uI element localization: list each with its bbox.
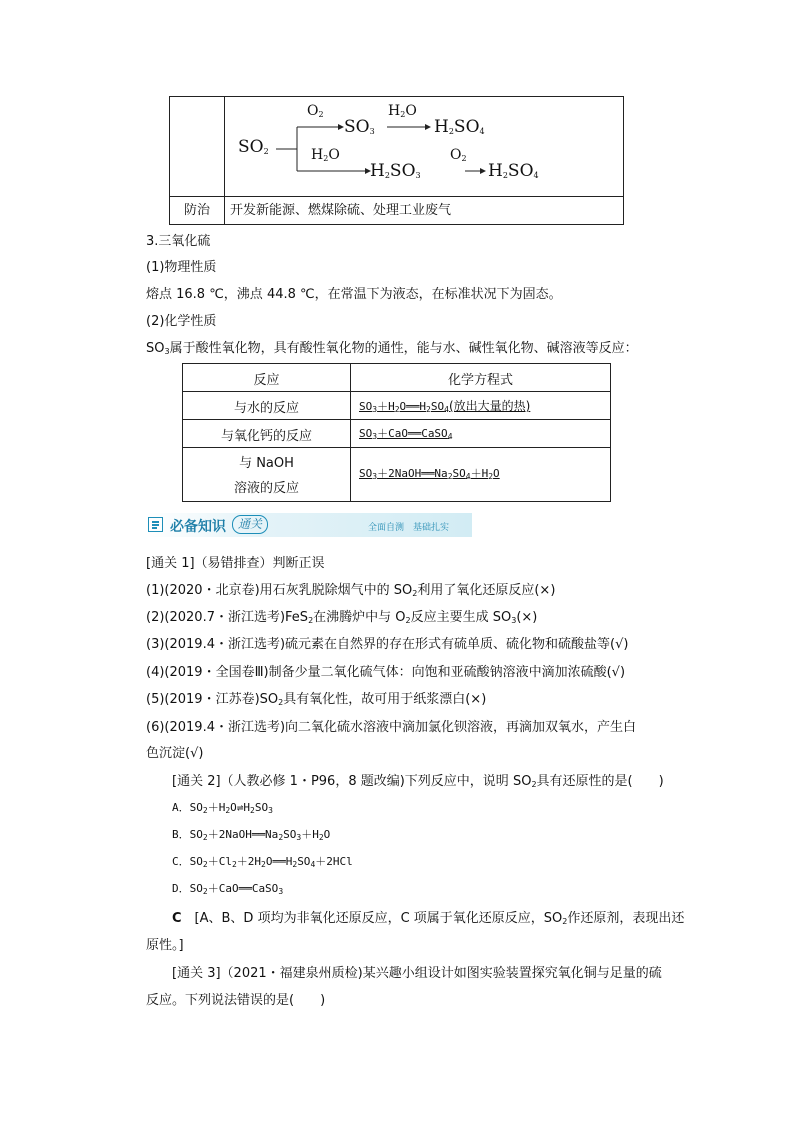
chemical-intro: $SO_3$属于酸性氧化物，具有酸性氧化物的通性，能与水、碱性氧化物、碱溶液等反应：: [146, 341, 638, 356]
pass2-option-b[interactable]: B．$SO_2+2NaOH══Na_2SO_3+H_2O$: [172, 828, 331, 842]
pass3-line-1: [通关 3]（2021・福建泉州质检)某兴趣小组设计如图实验装置探究氧化铜与足量的硫: [172, 966, 662, 981]
pass1-item-6-cont: 色沉淀(√): [146, 746, 204, 761]
scheme-lower-reagent: $H_2O$: [311, 147, 340, 163]
pass2-title: [通关 2]（人教必修 1・P96，8 题改编)下列反应中，说明 $SO_2$具有还原性的是( ): [172, 774, 664, 789]
header-reaction: 反应: [253, 373, 280, 388]
row-water-label: 与水的反应: [233, 401, 299, 416]
physical-properties: 熔点 16.8 ℃，沸点 44.8 ℃，在常温下为液态，在标准状况下为固态。: [146, 287, 562, 302]
scheme-lower-final: $H_2SO_4$: [488, 161, 539, 181]
row-text-prevention: 开发新能源、燃煤除硫、处理工业废气: [230, 203, 452, 218]
banner-title: 必备知识: [170, 519, 226, 535]
pass2-answer-cont: 原性。]: [146, 938, 184, 953]
scheme-upper-reagent: $O_2$: [307, 103, 324, 119]
pass1-item-5: (5)(2019・江苏卷)$SO_2$具有氧化性，故可用于纸浆漂白(×): [146, 692, 487, 707]
row-label-prevention: 防治: [183, 203, 210, 218]
table-divider: [183, 419, 610, 420]
pass2-option-a[interactable]: A．$SO_2+H_2O\rightleftharpoons H_2SO_3$: [172, 801, 273, 815]
row-cao-equation: $SO_3+CaO══CaSO_4$: [359, 427, 453, 441]
row-naoh-label-1: 与 NaOH: [239, 456, 294, 471]
scheme-upper-reagent2: $H_2O$: [388, 103, 417, 119]
pollution-table: [169, 96, 624, 225]
pass1-item-6: (6)(2019.4・浙江选考)向二氧化硫水溶液中滴加氯化钡溶液，再滴加双氧水，产生白: [146, 720, 637, 735]
scheme-upper-product: $SO_3$: [344, 117, 375, 137]
subheading-physical: (1)物理性质: [146, 260, 217, 275]
section-heading: 3.三氧化硫: [146, 234, 211, 249]
pass1-item-1: (1)(2020・北京卷)用石灰乳脱除烟气中的 $SO_2$利用了氧化还原反应(×): [146, 583, 556, 598]
pass2-option-d[interactable]: D．$SO_2+CaO══CaSO_3$: [172, 882, 284, 896]
pass2-answer: C [A、B、D 项均为非氧化还原反应，C 项属于氧化还原反应，$SO_2$作还原剂，表现出还: [172, 911, 685, 926]
so2-reaction-scheme: [225, 97, 625, 196]
pass2-option-c[interactable]: C．$SO_2+Cl_2+2H_2O══H_2SO_4+2HCl$: [172, 855, 353, 869]
row-cao-label: 与氧化钙的反应: [220, 429, 312, 444]
row-naoh-label-2: 溶液的反应: [233, 481, 299, 496]
row-naoh-equation: $SO_3+2NaOH══Na_2SO_4+H_2O$: [359, 467, 500, 481]
scheme-upper-final: $H_2SO_4$: [434, 117, 485, 137]
knowledge-banner: [146, 513, 472, 537]
reaction-table: [182, 363, 611, 502]
scheme-lower-reagent2: $O_2$: [450, 147, 467, 163]
pass1-item-4: (4)(2019・全国卷Ⅲ)制备少量二氧化硫气体：向饱和亚硫酸钠溶液中滴加浓硫酸(√): [146, 665, 626, 680]
pass1-item-2: (2)(2020.7・浙江选考)FeS$_2$在沸腾炉中与 $O_2$反应主要生成 $SO_3(\times)$: [146, 610, 538, 625]
banner-tagline: 全面自测 基础扎实: [368, 523, 450, 533]
book-icon: [148, 517, 163, 532]
pass1-title: [通关 1]（易错排查）判断正误: [146, 556, 325, 571]
row-water-equation: $SO_3+H_2O══H_2SO_4$(放出大量的热): [359, 399, 531, 414]
banner-badge: 通关: [232, 515, 268, 534]
header-equation: 化学方程式: [447, 373, 513, 388]
subheading-chemical: (2)化学性质: [146, 314, 217, 329]
pass1-item-3: (3)(2019.4・浙江选考)硫元素在自然界的存在形式有硫单质、硫化物和硫酸盐等(√): [146, 637, 629, 652]
pass3-line-2: 反应。下列说法错误的是( ): [146, 993, 326, 1008]
table-divider: [183, 391, 610, 392]
table-divider: [183, 447, 610, 448]
scheme-start: $SO_2$: [238, 137, 269, 157]
scheme-lower-product: $H_2SO_3$: [370, 161, 421, 181]
